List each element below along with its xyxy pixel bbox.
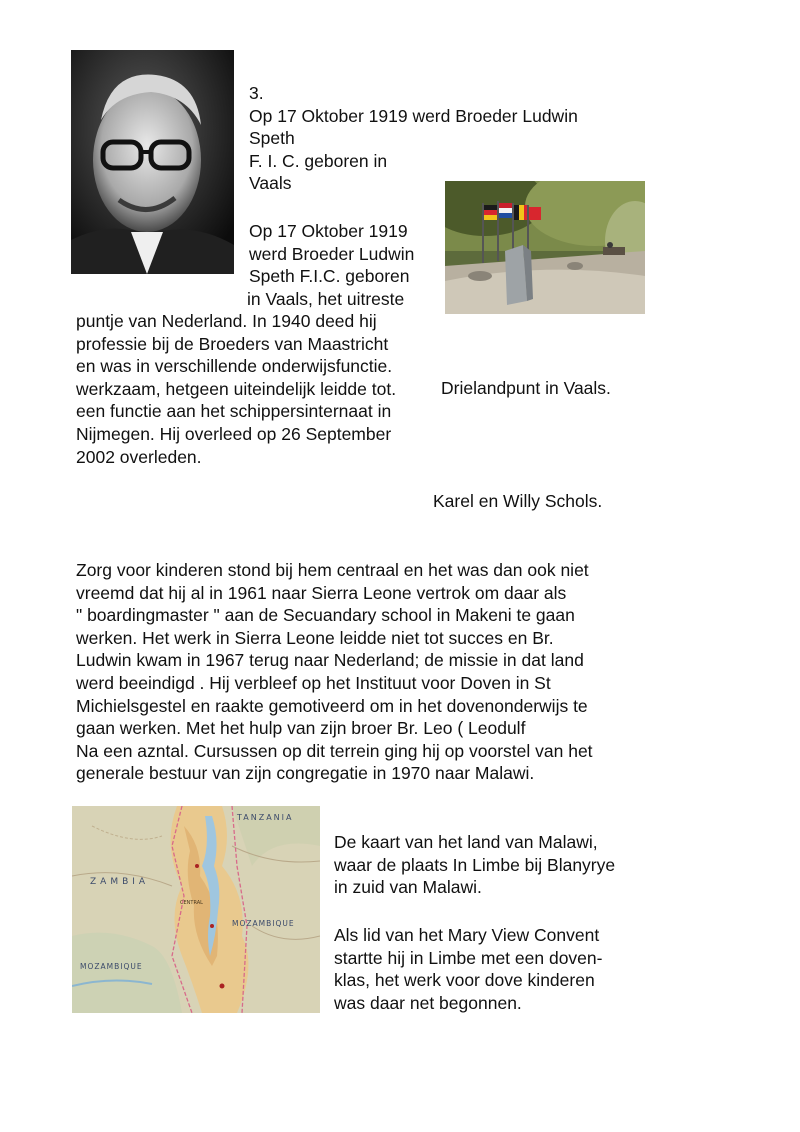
bio-line: werd Broeder Ludwin (249, 243, 415, 264)
paragraph-line: vreemd dat hij al in 1961 naar Sierra Leone vertrok om daar als (76, 582, 567, 603)
intro-block (249, 82, 578, 195)
bio-line: Op 17 Oktober 1919 (249, 221, 408, 241)
paragraph-line: generale bestuur van zijn congregatie in 1970 naar Malawi. (76, 763, 535, 784)
bio-line: professie bij de Broeders van Maastricht (76, 333, 389, 354)
map-label-zambia: ZAMBIA (90, 877, 150, 887)
bio-block (76, 310, 396, 468)
intro-line: Speth (249, 128, 295, 149)
map-label-central: CENTRAL (180, 900, 203, 906)
map-caption-line: De kaart van het land van Malawi, (334, 832, 598, 852)
bio-line: puntje van Nederland. In 1940 deed hij (76, 311, 377, 331)
map-caption-line: in zuid van Malawi. (334, 877, 482, 898)
authors: Karel en Willy Schols. (433, 491, 603, 511)
main-paragraph (76, 559, 593, 785)
bio-line: Nijmegen. Hij overleed op 26 September (76, 423, 392, 444)
bio-line: in Vaals, het uitreste (247, 288, 405, 309)
convent-line: klas, het werk voor dove kinderen (334, 970, 595, 991)
bio-line: en was in verschillende onderwijsfunctie. (76, 356, 393, 377)
paragraph-line: werd beeindigd . Hij verbleef op het Instituut voor Doven in St (76, 672, 551, 693)
page-number: 3. (249, 83, 264, 103)
map-label-mozambique-east: MOZAMBIQUE (232, 919, 295, 928)
bio-wrapped-block (249, 220, 414, 310)
intro-line: Vaals (249, 173, 292, 194)
map-caption (334, 831, 615, 899)
bio-line: Speth F.I.C. geboren (249, 266, 410, 287)
convent-line: was daar net begonnen. (334, 992, 522, 1013)
bio-line: een functie aan het schippersinternaat in (76, 401, 392, 422)
bio-line: werkzaam, hetgeen uiteindelijk leidde tot. (76, 378, 397, 399)
intro-line: Op 17 Oktober 1919 werd Broeder Ludwin (249, 105, 578, 126)
portrait-photo (71, 50, 234, 274)
drielandpunt-photo (445, 181, 645, 314)
bio-line: 2002 overleden. (76, 446, 202, 467)
paragraph-line: werken. Het werk in Sierra Leone leidde niet tot succes en Br. (76, 627, 554, 648)
photo-caption: Drielandpunt in Vaals. (441, 378, 611, 398)
malawi-map (72, 806, 320, 1013)
map-label-mozambique-west: MOZAMBIQUE (80, 962, 143, 971)
paragraph-line: Zorg voor kinderen stond bij hem centraal en het was dan ook niet (76, 560, 589, 580)
convent-line: startte hij in Limbe met een doven- (334, 947, 603, 968)
paragraph-line: Ludwin kwam in 1967 terug naar Nederland; de missie in dat land (76, 650, 584, 671)
map-label-tanzania: TANZANIA (237, 813, 294, 822)
map-caption-line: waar de plaats In Limbe bij Blanyrye (334, 854, 616, 875)
convent-line: Als lid van het Mary View Convent (334, 925, 600, 945)
paragraph-line: Michielsgestel en raakte gemotiveerd om in het dovenonderwijs te (76, 695, 588, 716)
convent-paragraph (334, 924, 602, 1014)
paragraph-line: " boardingmaster " aan de Secuandary school in Makeni te gaan (76, 605, 575, 626)
paragraph-line: Na een azntal. Cursussen op dit terrein ging hij op voorstel van het (76, 740, 593, 761)
intro-line: F. I. C. geboren in (249, 150, 388, 171)
paragraph-line: gaan werken. Met het hulp van zijn broer Br. Leo ( Leodulf (76, 718, 526, 739)
